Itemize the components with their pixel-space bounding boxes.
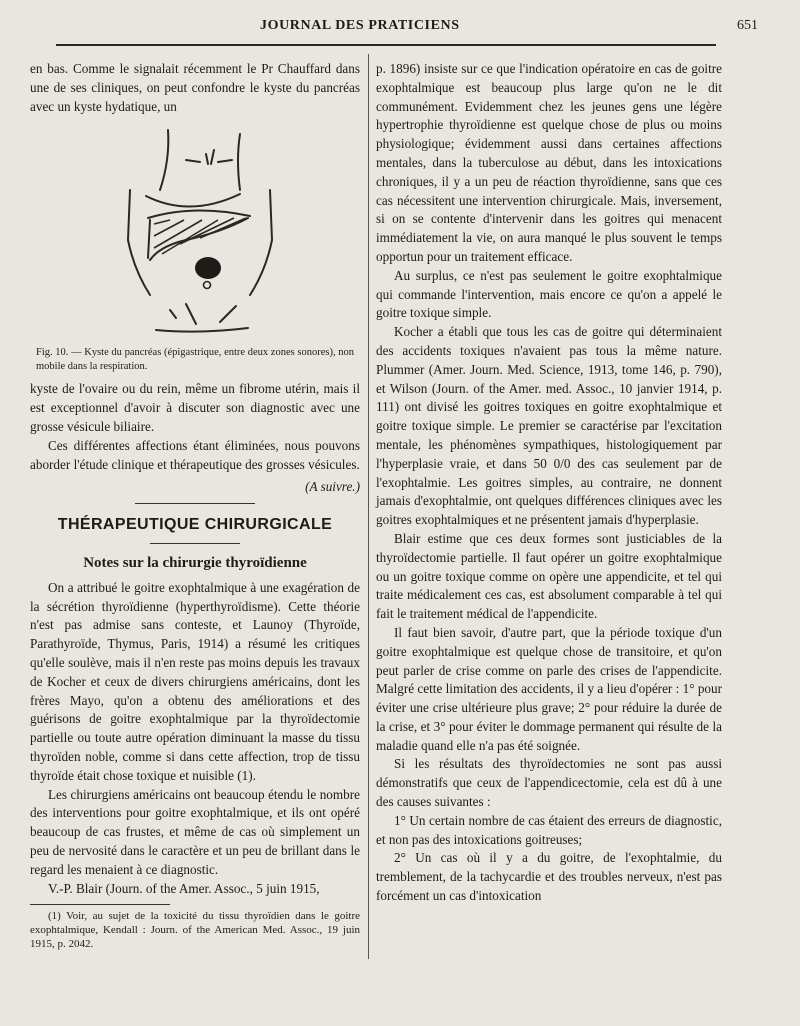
causes-list	[376, 812, 722, 906]
paragraph: p. 1896) insiste sur ce que l'indication opératoire en cas de goitre exophtalmique est beaucoup plus large qu'on ne le dit communément. Evidemment chez les jeunes gens une légère hypertrophie thyroïdienne est quelque chose de plus ou moins physiologique; évidemment aussi dans certaines affections mentales, dans la tuberculose au début, dans les intoxications chroniques, il y a un peu de réaction thyroïdienne, sans que ces cas nécessitent une intervention chirurgicale. Mais, inversement, si on se contente d'intervenir dans les goitres qui menacent immédiatement la vie, on aura manqué le plus souvent le temps opportun pour un traitement efficace.	[376, 61, 722, 264]
page-header	[28, 18, 758, 38]
divider	[150, 543, 240, 544]
page-number: 651	[737, 18, 758, 33]
paragraph: Ces différentes affections étant éliminées, nous pouvons aborder l'étude clinique et thérapeutique des grosses vésicules.	[30, 437, 360, 472]
paragraph: Blair estime que ces deux formes sont justiciables de la thyroïdectomie partielle. Il faut opérer un goitre exophtalmique ou un goitre toxique comme on opère une appendicite, et tel qui traite médicalement ces cas, est absolument comparable à tel qui fait le traitement médical de l'appendicite.	[376, 530, 722, 622]
section-heading: THÉRAPEUTIQUE CHIRURGICALE	[57, 516, 333, 534]
list-item: 2° Un cas où il y a du goitre, de l'exophtalmie, du tremblement, de la tachycardie et des troubles nerveux, n'est pas forcément un cas d'intoxication	[376, 850, 722, 904]
footnote-rule	[30, 904, 170, 905]
paragraph: On a attribué le goitre exophtalmique à une exagération de la sécrétion thyroïdienne (hyperthyroïdisme). Cette théorie n'est pas admise sans conteste, et Launoy (Thyroïde, Parathyroïde, Thymus, Paris, 1914) a résumé les critiques qu'elle soulève, mais il n'en reste pas moins depuis les travaux de Kocher et ceux de divers chirurgiens américains, dont les frères Mayo, qu'on a obtenu des améliorations et des guérisons de goitre exophtalmique par la thyroïdectomie partielle ou toute autre opération diminuant la masse du tissu thyroïden noble, comme si dans cette affection, trop de tissu thyroïde était chose toxique et nuisible (1).	[30, 579, 360, 783]
list-item: 1° Un certain nombre de cas étaient des erreurs de diagnostic, et non pas des intoxications goitreuses;	[376, 812, 722, 847]
article-title: Notes sur la chirurgie thyroïdienne	[83, 554, 307, 571]
header-rule	[56, 44, 716, 46]
to-be-continued: (A suivre.)	[305, 479, 360, 495]
anatomical-figure	[30, 120, 360, 342]
paragraph: Si les résultats des thyroïdectomies ne sont pas aussi démonstratifs que ceux de l'appendicectomie, cela est dû à une des causes suivantes :	[376, 756, 722, 810]
paragraph: en bas. Comme le signalait récemment le Pr Chauffard dans une de ses cliniques, on peut confondre le kyste du pancréas avec un kyste hydatique, un	[30, 61, 360, 114]
column-divider	[368, 54, 369, 959]
paragraph: kyste de l'ovaire ou du rein, même un fibrome utérin, mais il est exceptionnel d'avoir à discuter son diagnostic avec une grosse vésicule biliaire.	[30, 381, 360, 434]
journal-title: JOURNAL DES PRATICIENS	[260, 18, 460, 33]
footnote: (1) Voir, au sujet de la toxicité du tissu thyroïdien dans le goitre exophtalmique, Kendall : Journ. of the American Med. Assoc., 19 juin 1915, p. 2042.	[30, 910, 360, 951]
paragraph: Au surplus, ce n'est pas seulement le goitre exophtalmique qui commande l'intervention, mais encore ce qu'on a appelé le goitre toxique simple.	[376, 267, 722, 321]
figure-caption: Fig. 10. — Kyste du pancréas (épigastrique, entre deux zones sonores), non mobile dans la respiration.	[36, 347, 354, 373]
right-column	[376, 60, 722, 906]
abdomen-illustration	[90, 120, 300, 338]
paragraph: Les chirurgiens américains ont beaucoup étendu le nombre des interventions pour goitre exophtalmique, et ils ont opéré beaucoup de cas frustes, et même de cas où simplement un peu de nervosité dans le caractère et un peu de brillant dans le regard les menaient à ce diagnostic.	[30, 786, 360, 877]
paragraph: Kocher a établi que tous les cas de goitre qui déterminaient des accidents toxiques n'avaient pas tous la même nature. Plummer (Amer. Journ. Med. Science, 1913, tome 146, p. 790), et Wilson (Journ. of the Amer. med. Assoc., 10 janvier 1914, p. 111) ont divisé les goitres toxiques en goitre exophtalmique et goitre toxique simple. Le premier se caractérise par l'excitation mentale, les phénomènes sympathiques, histologiquement par l'hyperplasie vraie, et dans 50 0/0 des cas seulement par de l'exophtalmie. Les goitres simples, au contraire, ne donnent jamais d'exophtalmie, ont quelques différences cliniques avec les goitres exophtalmiques et ne présentent jamais d'hyperplasie.	[376, 324, 722, 528]
divider	[135, 503, 255, 504]
paragraph: V.-P. Blair (Journ. of the Amer. Assoc., 5 juin 1915,	[48, 880, 320, 896]
paragraph: Il faut bien savoir, d'autre part, que la période toxique d'un goitre exophtalmique est quelque chose de transitoire, et qu'on peut parler de crise comme on parle des crises de l'appendicite. Malgré cette limitation des accidents, il y a lieu d'opérer : 1° pour éviter une crise ultérieure plus grave; 2° pour réduire la durée de la crise, et 3° pour éviter le dommage permanent qui résulte de la maladie quand elle n'a pas été soignée.	[376, 624, 722, 753]
left-column	[30, 60, 360, 951]
